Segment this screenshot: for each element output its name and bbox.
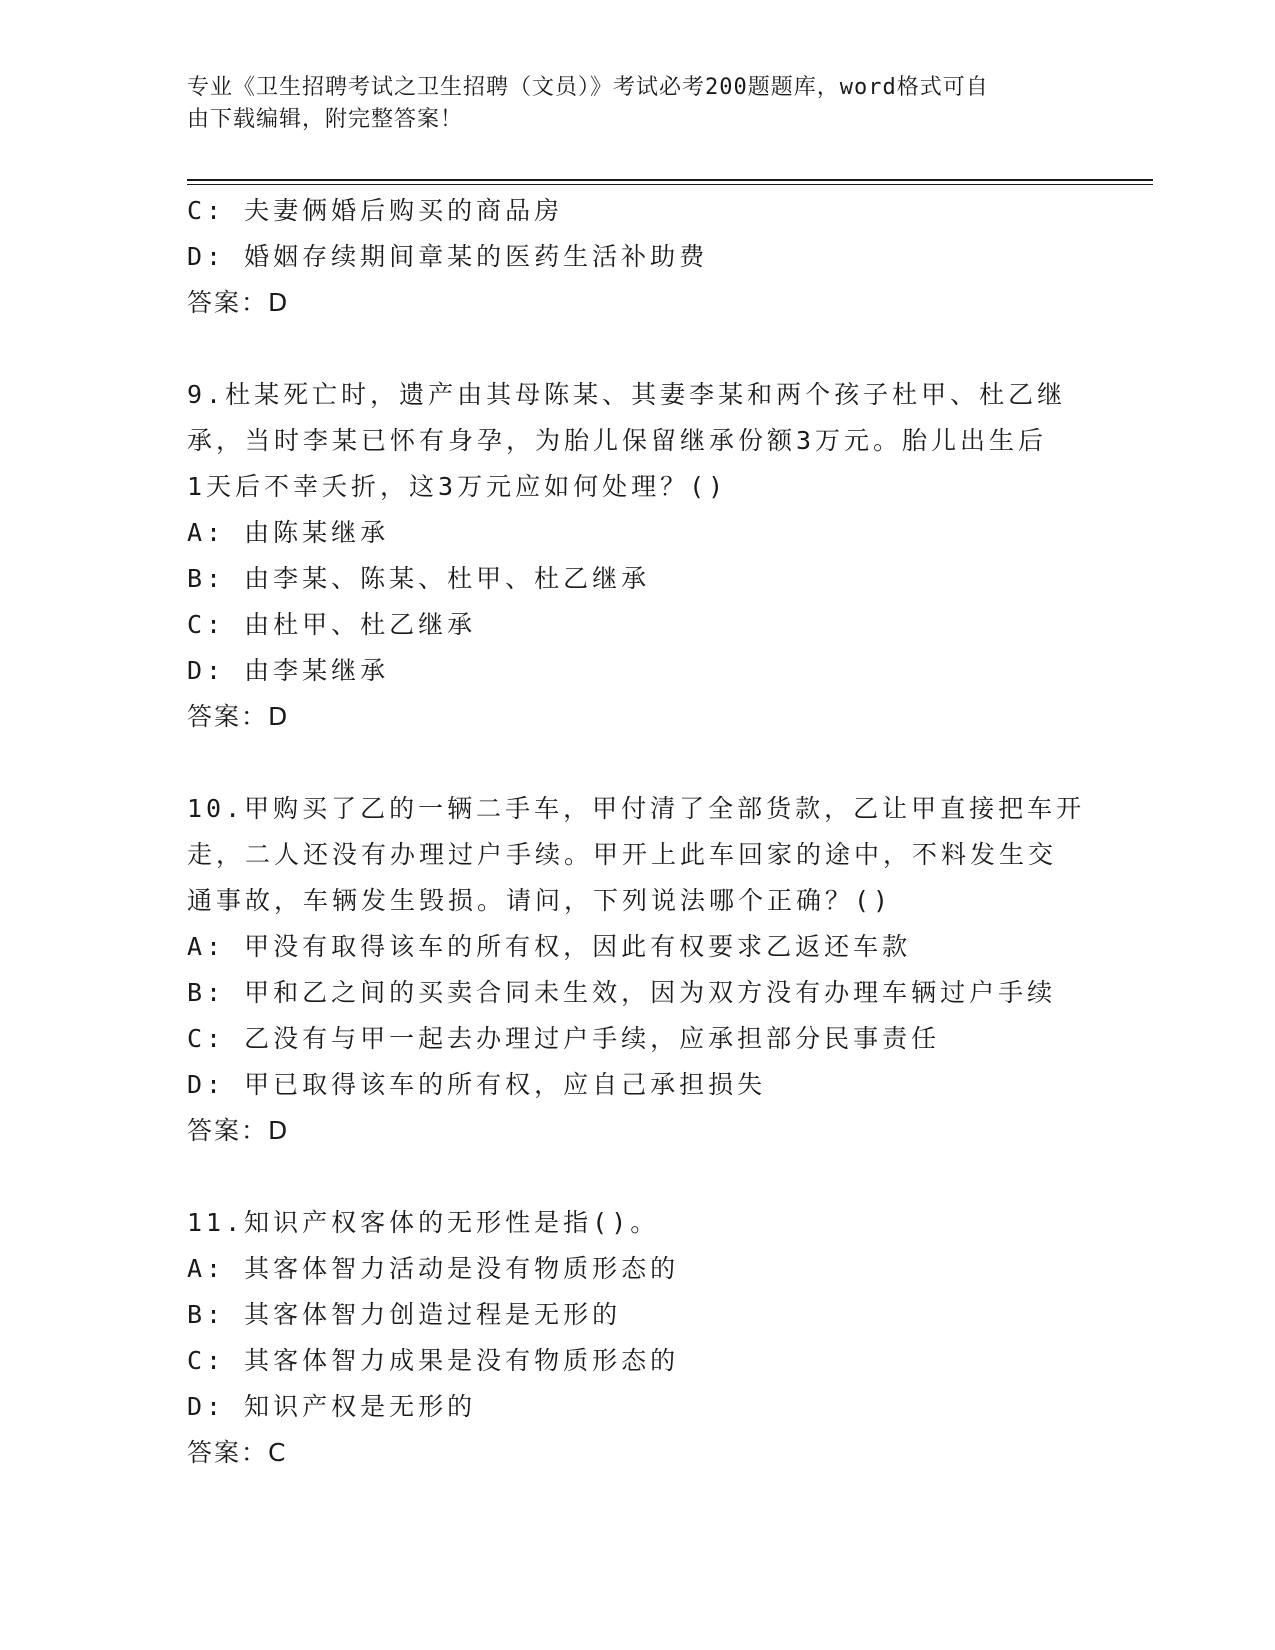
option-c: C: 其客体智力成果是没有物质形态的 bbox=[187, 1346, 680, 1375]
question-stem-line: 9.杜某死亡时，遗产由其母陈某、其妻李某和两个孩子杜甲、杜乙继 bbox=[187, 380, 1067, 409]
answer-line: 答案：D bbox=[187, 1116, 290, 1145]
question-list bbox=[187, 188, 1087, 1476]
option-d: D: 甲已取得该车的所有权，应自己承担损失 bbox=[187, 1070, 767, 1099]
question-stem-line: 通事故，车辆发生毁损。请问，下列说法哪个正确？() bbox=[187, 886, 893, 915]
answer-line: 答案：D bbox=[187, 288, 290, 317]
question-10 bbox=[187, 786, 1087, 1154]
document-header bbox=[187, 72, 1077, 136]
option-b: B: 甲和乙之间的买卖合同未生效，因为双方没有办理车辆过户手续 bbox=[187, 978, 1057, 1007]
header-line-2: 由下载编辑，附完整答案！ bbox=[187, 107, 464, 132]
option-d: D: 由李某继承 bbox=[187, 656, 390, 685]
question-stem-line: 11.知识产权客体的无形性是指()。 bbox=[187, 1208, 660, 1237]
option-c: C: 夫妻俩婚后购买的商品房 bbox=[187, 196, 564, 225]
question-9 bbox=[187, 372, 1087, 740]
option-c: C: 由杜甲、杜乙继承 bbox=[187, 610, 477, 639]
question-11 bbox=[187, 1200, 1087, 1476]
option-a: A: 其客体智力活动是没有物质形态的 bbox=[187, 1254, 680, 1283]
question-gap bbox=[187, 326, 1087, 372]
header-divider-thick bbox=[187, 179, 1153, 181]
question-stem-line: 1天后不幸夭折，这3万元应如何处理？() bbox=[187, 472, 728, 501]
option-a: A: 甲没有取得该车的所有权，因此有权要求乙返还车款 bbox=[187, 932, 912, 961]
question-gap bbox=[187, 740, 1087, 786]
question-gap bbox=[187, 1154, 1087, 1200]
option-c: C: 乙没有与甲一起去办理过户手续，应承担部分民事责任 bbox=[187, 1024, 941, 1053]
header-divider-thin bbox=[187, 184, 1153, 185]
option-d: D: 知识产权是无形的 bbox=[187, 1392, 477, 1421]
option-b: B: 其客体智力创造过程是无形的 bbox=[187, 1300, 622, 1329]
option-b: B: 由李某、陈某、杜甲、杜乙继承 bbox=[187, 564, 651, 593]
answer-line: 答案：D bbox=[187, 702, 290, 731]
question-stem-line: 10.甲购买了乙的一辆二手车，甲付清了全部货款，乙让甲直接把车开 bbox=[187, 794, 1086, 823]
header-line-1: 专业《卫生招聘考试之卫生招聘（文员）》考试必考200题题库，word格式可自 bbox=[187, 75, 989, 100]
option-d: D: 婚姻存续期间章某的医药生活补助费 bbox=[187, 242, 709, 271]
option-a: A: 由陈某继承 bbox=[187, 518, 390, 547]
question-stem-line: 承，当时李某已怀有身孕，为胎儿保留继承份额3万元。胎儿出生后 bbox=[187, 426, 1048, 455]
question-stem-line: 走，二人还没有办理过户手续。甲开上此车回家的途中，不料发生交 bbox=[187, 840, 1058, 869]
question-8-continued bbox=[187, 188, 1087, 326]
answer-line: 答案：C bbox=[187, 1438, 288, 1467]
